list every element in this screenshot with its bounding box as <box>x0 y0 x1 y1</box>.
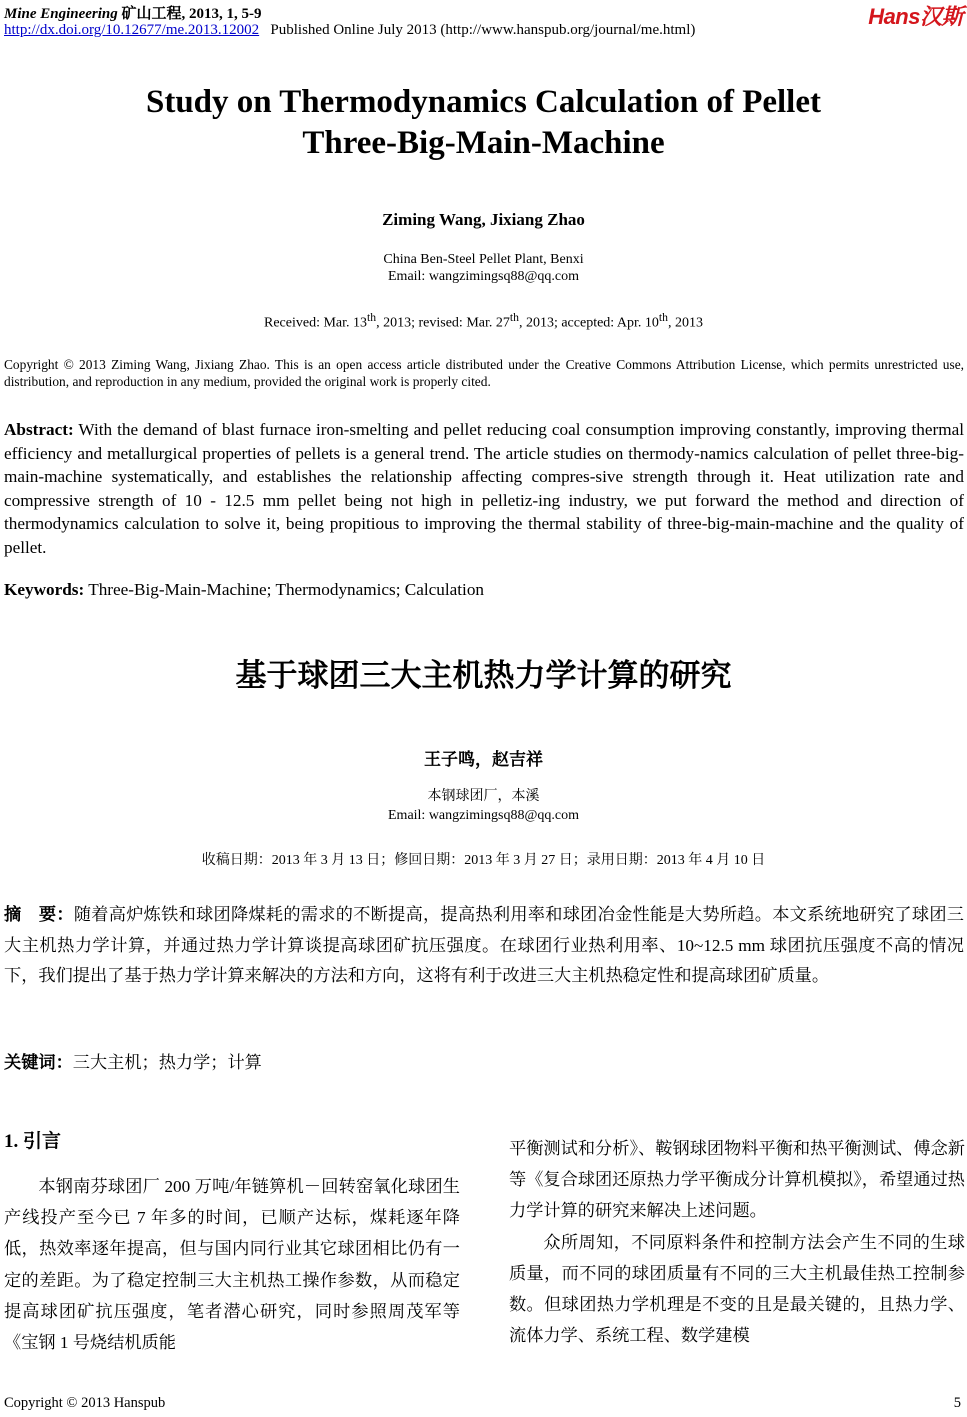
section-heading-intro: 1. 引言 <box>4 1131 62 1152</box>
cn-email: Email: wangzimingsq88@qq.com <box>388 808 579 823</box>
keywords-label: Keywords: <box>4 580 85 599</box>
intro-paragraph-1: 本钢南芬球团厂 200 万吨/年链箅机－回转窑氧化球团生产线投产至今已 7 年多的时间，已顺产达标，煤耗逐年降低，热效率逐年提高，但与国内同行业其它球团相比仍有一定的差距。为了稳定控制三大主机热工操作参数，从而稳定提高球团矿抗压强度，笔者潜心研究，同时参照周茂军等《宝钢 1 号烧结机质能 <box>4 1177 460 1353</box>
revised-date: , 2013; revised: Mar. 27 <box>376 315 510 331</box>
cn-abstract-label: 摘 要： <box>4 905 74 924</box>
paper-title <box>0 82 967 164</box>
intro-paragraph-2: 众所周知，不同原料条件和控制方法会产生不同的生球质量，而不同的球团质量有不同的三大主机最佳热工控制参数。但球团热力学机理是不变的且是最关键的，且热力学、流体力学、系统工程、数学建模 <box>509 1232 965 1346</box>
cn-abstract-text: 随着高炉炼铁和球团降煤耗的需求的不断提高，提高热利用率和球团冶金性能是大势所趋。本文系统地研究了球团三大主机热力学计算，并通过热力学计算谈提高球团矿抗压强度。在球团行业热利用率、10~12.5 mm 球团抗压强度不高的情况下，我们提出了基于热力学计算来解决的方法和方向，这将有利于改进三大主机热稳定性和提高球团矿质量。 <box>4 905 964 985</box>
journal-name: Mine Engineering <box>4 6 118 22</box>
abstract-text: With the demand of blast furnace iron-smelting and pellet reducing coal consumption improving constantly, improving thermal efficiency and metallurgical properties of pellets is a general trend. The article studies on thermody-namics calculation of pellet three-big-main-machine systematically, and establishes the relationship affecting compres-sive strength through it. Heat utilization rate and compressive strength of 10 - 12.5 mm pellet being not high in pelletiz-ing industry, we put forward the method and direction of thermodynamics calculation to solve it, being propitious to improving the thermal stability of three-big-main-machine and the quality of pellet. <box>4 420 964 557</box>
accepted-year: , 2013 <box>668 315 703 331</box>
ordinal-suffix: th <box>509 311 519 324</box>
cn-keywords <box>4 1048 262 1073</box>
keywords-text: Three-Big-Main-Machine; Thermodynamics; Calculation <box>84 580 485 599</box>
cn-keywords-label: 关键词： <box>4 1053 73 1072</box>
cn-keywords-text: 三大主机；热力学；计算 <box>72 1053 262 1072</box>
hans-logo: Hans汉斯 <box>868 4 963 29</box>
ordinal-suffix: th <box>658 311 668 324</box>
cn-authors: 王子鸣，赵吉祥 <box>424 750 543 769</box>
published-online: Published Online July 2013 (http://www.hanspub.org/journal/me.html) <box>270 22 696 38</box>
cn-affiliation-block <box>0 787 967 825</box>
received-date: Received: Mar. 13 <box>264 315 368 331</box>
email: Email: wangzimingsq88@qq.com <box>388 269 579 284</box>
received-dates <box>0 311 967 332</box>
page-number: 5 <box>953 1395 961 1411</box>
cn-affiliation: 本钢球团厂，本溪 <box>427 789 540 804</box>
abstract <box>4 418 964 559</box>
copyright-notice: Copyright © 2013 Ziming Wang, Jixiang Zhao. This is an open access article distributed under the Creative Commons Attribution License, which permits unrestricted use, distribution, and reproduction in any medium, provided the original work is properly cited. <box>4 357 964 389</box>
ordinal-suffix: th <box>367 311 377 324</box>
right-column <box>509 1133 965 1351</box>
affiliation-block <box>0 251 967 285</box>
abstract-label: Abstract: <box>4 420 74 439</box>
journal-header <box>4 2 262 23</box>
cn-abstract <box>4 900 964 992</box>
intro-paragraph-1-cont: 平衡测试和分析》、鞍钢球团物料平衡和热平衡测试、傅念新等《复合球团还原热力学平衡成分计算机模拟》，希望通过热力学计算的研究来解决上述问题。 <box>509 1139 965 1221</box>
accepted-date: , 2013; accepted: Apr. 10 <box>518 315 659 331</box>
journal-volume: 矿山工程, 2013, 1, 5-9 <box>117 6 262 22</box>
keywords <box>4 580 484 600</box>
title-line-2: Three-Big-Main-Machine <box>302 125 665 161</box>
footer-copyright: Copyright © 2013 Hanspub <box>4 1395 166 1411</box>
cn-title: 基于球团三大主机热力学计算的研究 <box>235 658 732 694</box>
doi-link[interactable]: http://dx.doi.org/10.12677/me.2013.12002 <box>4 22 260 38</box>
cn-received-dates: 收稿日期：2013 年 3 月 13 日；修回日期：2013 年 3 月 27 日；录用日期：2013 年 4 月 10 日 <box>201 853 766 868</box>
affiliation: China Ben-Steel Pellet Plant, Benxi <box>383 252 584 267</box>
doi-line <box>4 22 695 39</box>
left-column <box>4 1171 460 1358</box>
title-line-1: Study on Thermodynamics Calculation of Pellet <box>145 84 821 120</box>
authors: Ziming Wang, Jixiang Zhao <box>382 210 585 229</box>
